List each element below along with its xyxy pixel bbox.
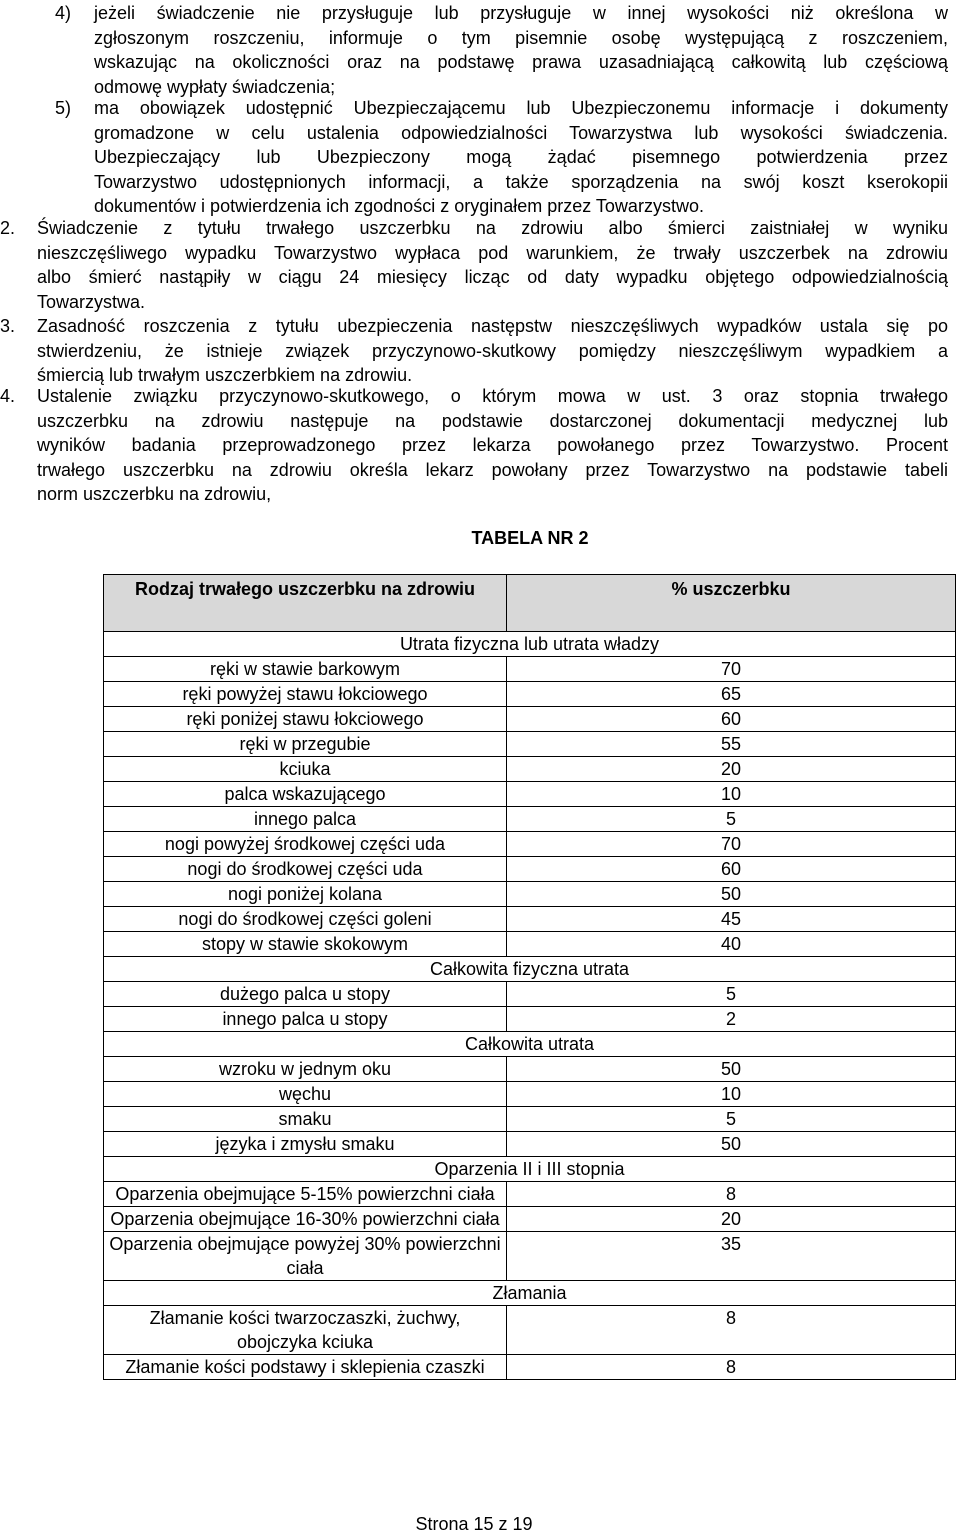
injury-percent: 70 xyxy=(507,657,956,682)
injury-percent: 70 xyxy=(507,832,956,857)
injury-label: stopy w stawie skokowym xyxy=(104,932,507,957)
injury-percent: 50 xyxy=(507,882,956,907)
injury-label: ręki w stawie barkowym xyxy=(104,657,507,682)
section-3-number: 3. xyxy=(0,316,16,336)
injury-percent: 40 xyxy=(507,932,956,957)
table-title: TABELA NR 2 xyxy=(471,528,589,548)
table-row xyxy=(104,1232,956,1281)
table-row xyxy=(104,1057,956,1082)
table-section-row xyxy=(104,632,956,657)
table-row xyxy=(104,807,956,832)
table-section-row xyxy=(104,1281,956,1306)
injury-percent: 20 xyxy=(507,1207,956,1232)
table-row xyxy=(104,1007,956,1032)
page-footer: Strona 15 z 19 xyxy=(415,1514,533,1534)
injury-label: wzroku w jednym oku xyxy=(104,1057,507,1082)
injury-table-body xyxy=(104,575,956,1380)
injury-label: nogi powyżej środkowej części uda xyxy=(104,832,507,857)
injury-percent: 50 xyxy=(507,1132,956,1157)
injury-percent: 8 xyxy=(507,1182,956,1207)
injury-label: języka i zmysłu smaku xyxy=(104,1132,507,1157)
injury-percent: 45 xyxy=(507,907,956,932)
table-row xyxy=(104,732,956,757)
injury-label: nogi do środkowej części goleni xyxy=(104,907,507,932)
section-3-text: Zasadność roszczenia z tytułu ubezpieczenia następstw nieszczęśliwych wypadków ustala się po stwierdzeniu, że istnieje związek przyczynowo-skutkowy pomiędzy nieszczęśliwym wypadkiem a śmiercią lub trwałym uszczerbkiem na zdrowiu. xyxy=(37,316,948,385)
table-row xyxy=(104,707,956,732)
table-row xyxy=(104,1107,956,1132)
section-heading: Złamania xyxy=(104,1281,956,1306)
injury-percent: 35 xyxy=(507,1232,956,1281)
section-heading: Całkowita utrata xyxy=(104,1032,956,1057)
injury-percent: 5 xyxy=(507,807,956,832)
injury-label: nogi poniżej kolana xyxy=(104,882,507,907)
table-section-row xyxy=(104,1157,956,1182)
injury-label: Oparzenia obejmujące 5-15% powierzchni ciała xyxy=(104,1182,507,1207)
table-section-row xyxy=(104,1032,956,1057)
injury-percent: 8 xyxy=(507,1306,956,1355)
injury-label: Złamanie kości podstawy i sklepienia czaszki xyxy=(104,1355,507,1380)
table-row xyxy=(104,882,956,907)
item-5-text: ma obowiązek udostępnić Ubezpieczającemu lub Ubezpieczonemu informacje i dokumenty gromadzone w celu ustalenia odpowiedzialności Towarzystwa lub wysokości świadczenia. Ubezpieczający lub Ubezpieczony mogą żądać pisemnego potwierdzenia przez Towarzystwo udostępnionych informacji, a także sporządzenia na swój koszt kserokopii dokumentów i potwierdzenia ich zgodności z oryginałem przez Towarzystwo. xyxy=(94,98,948,216)
table-row xyxy=(104,1182,956,1207)
injury-percent: 5 xyxy=(507,982,956,1007)
injury-percent: 60 xyxy=(507,857,956,882)
injury-percent: 10 xyxy=(507,782,956,807)
injury-percent: 2 xyxy=(507,1007,956,1032)
table-row xyxy=(104,1082,956,1107)
item-4-number: 4) xyxy=(55,3,72,23)
injury-percent: 10 xyxy=(507,1082,956,1107)
injury-percent: 50 xyxy=(507,1057,956,1082)
table-row xyxy=(104,1132,956,1157)
injury-table xyxy=(103,574,956,1380)
table-row xyxy=(104,757,956,782)
table-row xyxy=(104,657,956,682)
injury-label: kciuka xyxy=(104,757,507,782)
injury-label: nogi do środkowej części uda xyxy=(104,857,507,882)
injury-percent: 20 xyxy=(507,757,956,782)
table-row xyxy=(104,682,956,707)
injury-label: palca wskazującego xyxy=(104,782,507,807)
item-4-text: jeżeli świadczenie nie przysługuje lub przysługuje w innej wysokości niż określona w zgłoszonym roszczeniu, informuje o tym pisemnie osobę występującą z roszczeniem, wskazując na okoliczności oraz na podstawę prawa uzasadniającą całkowitą lub częściową odmowę wypłaty świadczenia; xyxy=(94,3,948,97)
injury-label: węchu xyxy=(104,1082,507,1107)
injury-label: ręki w przegubie xyxy=(104,732,507,757)
section-heading: Całkowita fizyczna utrata xyxy=(104,957,956,982)
injury-label: Oparzenia obejmujące 16-30% powierzchni ciała xyxy=(104,1207,507,1232)
injury-label: ręki powyżej stawu łokciowego xyxy=(104,682,507,707)
injury-label: innego palca u stopy xyxy=(104,1007,507,1032)
injury-label: Oparzenia obejmujące powyżej 30% powierzchni ciała xyxy=(104,1232,507,1281)
item-5-number: 5) xyxy=(55,98,72,118)
injury-label: Złamanie kości twarzoczaszki, żuchwy, obojczyka kciuka xyxy=(104,1306,507,1355)
injury-percent: 5 xyxy=(507,1107,956,1132)
section-2-number: 2. xyxy=(0,218,16,238)
section-2-text: Świadczenie z tytułu trwałego uszczerbku na zdrowiu albo śmierci zaistniałej w wyniku nieszczęśliwego wypadku Towarzystwo wypłaca pod warunkiem, że trwały uszczerbek na zdrowiu albo śmierć nastąpiły w ciągu 24 miesięcy licząc od daty wypadku objętego odpowiedzialnością Towarzystwa. xyxy=(37,218,948,312)
injury-label: dużego palca u stopy xyxy=(104,982,507,1007)
table-row xyxy=(104,982,956,1007)
table-row xyxy=(104,907,956,932)
table-row xyxy=(104,932,956,957)
table-section-row xyxy=(104,957,956,982)
injury-percent: 60 xyxy=(507,707,956,732)
injury-percent: 55 xyxy=(507,732,956,757)
table-row xyxy=(104,1355,956,1380)
injury-label: ręki poniżej stawu łokciowego xyxy=(104,707,507,732)
table-row xyxy=(104,832,956,857)
section-4-text: Ustalenie związku przyczynowo-skutkowego, o którym mowa w ust. 3 oraz stopnia trwałego uszczerbku na zdrowiu następuje na podstawie dostarczonej dokumentacji medycznej lub wyników badania przeprowadzonego przez lekarza powołanego przez Towarzystwo. Procent trwałego uszczerbku na zdrowiu określa lekarz powołany przez Towarzystwo na podstawie tabeli norm uszczerbku na zdrowiu, xyxy=(37,386,948,504)
injury-label: smaku xyxy=(104,1107,507,1132)
section-heading: Oparzenia II i III stopnia xyxy=(104,1157,956,1182)
table-row xyxy=(104,1207,956,1232)
table-row xyxy=(104,857,956,882)
table-row xyxy=(104,1306,956,1355)
injury-label: innego palca xyxy=(104,807,507,832)
section-4-number: 4. xyxy=(0,386,16,406)
table-header-row xyxy=(104,575,956,632)
table-row xyxy=(104,782,956,807)
injury-percent: 65 xyxy=(507,682,956,707)
header-injury-type: Rodzaj trwałego uszczerbku na zdrowiu xyxy=(104,575,507,632)
header-percent: % uszczerbku xyxy=(507,575,956,632)
section-heading: Utrata fizyczna lub utrata władzy xyxy=(104,632,956,657)
injury-percent: 8 xyxy=(507,1355,956,1380)
